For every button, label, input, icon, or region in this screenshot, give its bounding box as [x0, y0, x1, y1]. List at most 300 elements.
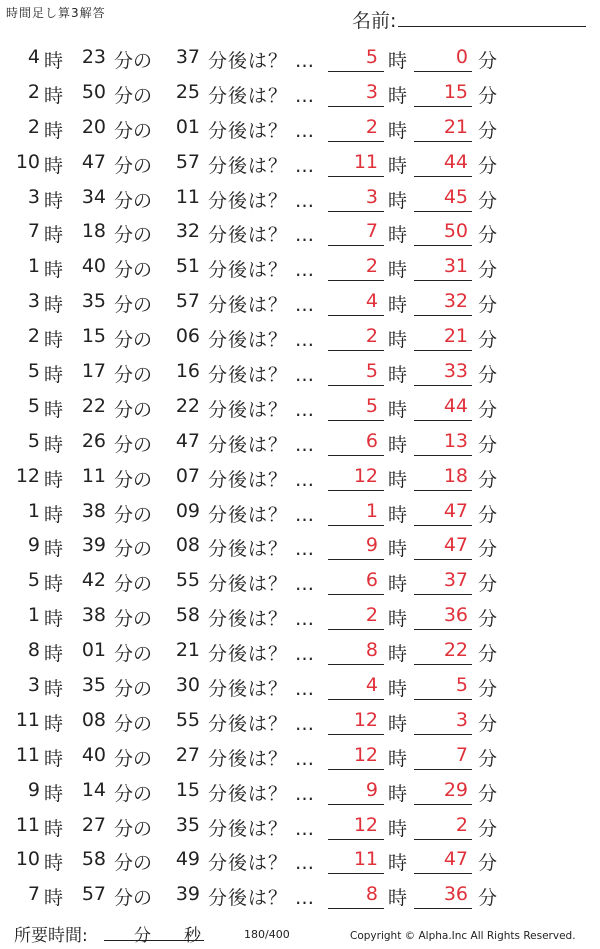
minute-of-label: 分の	[114, 817, 153, 840]
answer-minute-line	[414, 71, 472, 72]
minute-of-label: 分の	[114, 224, 153, 247]
answer-hour: 3	[365, 185, 378, 208]
answer-minute-line	[414, 455, 472, 456]
answer-hour-line	[328, 490, 384, 491]
answer-hour: 8	[365, 883, 378, 906]
start-minute: 50	[81, 80, 106, 103]
start-minute: 42	[81, 569, 106, 592]
answer-hour: 4	[365, 290, 378, 313]
answer-minute-line	[414, 490, 472, 491]
added-minutes: 39	[175, 883, 200, 906]
answer-hour: 4	[365, 674, 378, 697]
hour-label: 時	[44, 503, 64, 526]
start-hour: 5	[27, 429, 40, 452]
problem-row	[0, 806, 600, 841]
hour-label: 時	[44, 678, 64, 701]
hour-label: 時	[44, 433, 64, 456]
added-minutes: 47	[175, 429, 200, 452]
added-minutes: 27	[175, 743, 200, 766]
question-label: 分後は？ …	[208, 50, 316, 72]
question-label: 分後は？ …	[208, 678, 316, 701]
problem-row	[0, 840, 600, 875]
minute-of-label: 分の	[114, 608, 153, 631]
added-minutes: 51	[175, 255, 200, 278]
minute-label: 分	[478, 84, 498, 107]
minute-of-label: 分の	[114, 329, 153, 352]
answer-minute: 47	[443, 499, 468, 522]
start-hour: 5	[27, 569, 40, 592]
hour-label: 時	[388, 259, 408, 282]
worksheet-title: 時間足し算3解答	[6, 6, 106, 20]
hour-label: 時	[44, 608, 64, 631]
hour-label: 時	[44, 189, 64, 212]
start-minute: 22	[81, 394, 106, 417]
answer-hour-line	[328, 734, 384, 735]
added-minutes: 08	[175, 534, 200, 557]
start-hour: 5	[27, 394, 40, 417]
start-minute: 35	[81, 290, 106, 313]
answer-minute: 3	[455, 708, 468, 731]
start-hour: 2	[27, 115, 40, 138]
hour-label: 時	[44, 329, 64, 352]
question-label: 分後は？ …	[208, 503, 316, 526]
question-label: 分後は？ …	[208, 398, 316, 421]
start-minute: 40	[81, 743, 106, 766]
minute-label: 分	[478, 817, 498, 840]
hour-label: 時	[44, 84, 64, 107]
minute-of-label: 分の	[114, 852, 153, 875]
answer-minute: 47	[443, 848, 468, 871]
hour-label: 時	[44, 538, 64, 561]
question-label: 分後は？ …	[208, 84, 316, 107]
answer-minute: 15	[443, 80, 468, 103]
question-label: 分後は？ …	[208, 782, 316, 805]
hour-label: 時	[388, 119, 408, 142]
answer-minute-line	[414, 594, 472, 595]
minute-label: 分	[478, 433, 498, 456]
problem-row	[0, 38, 600, 73]
added-minutes: 15	[175, 778, 200, 801]
minute-label: 分	[478, 538, 498, 561]
hour-label: 時	[44, 364, 64, 387]
start-minute: 15	[81, 325, 106, 348]
hour-label: 時	[44, 643, 64, 666]
minute-of-label: 分の	[114, 189, 153, 212]
hour-label: 時	[388, 433, 408, 456]
answer-hour-line	[328, 455, 384, 456]
hour-label: 時	[44, 398, 64, 421]
hour-label: 時	[44, 468, 64, 491]
start-minute: 26	[81, 429, 106, 452]
problem-row	[0, 317, 600, 352]
hour-label: 時	[388, 573, 408, 596]
problem-row	[0, 875, 600, 910]
hour-label: 時	[44, 852, 64, 875]
hour-label: 時	[388, 712, 408, 735]
problem-row	[0, 457, 600, 492]
minute-label: 分	[478, 468, 498, 491]
added-minutes: 49	[175, 848, 200, 871]
answer-minute-line	[414, 839, 472, 840]
hour-label: 時	[44, 817, 64, 840]
minute-of-label: 分の	[114, 84, 153, 107]
hour-label: 時	[388, 224, 408, 247]
minute-label: 分	[478, 643, 498, 666]
minute-label: 分	[478, 573, 498, 596]
answer-hour-line	[328, 908, 384, 909]
answer-minute-line	[414, 106, 472, 107]
problem-row	[0, 422, 600, 457]
start-hour: 2	[27, 80, 40, 103]
added-minutes: 55	[175, 708, 200, 731]
hour-label: 時	[388, 852, 408, 875]
question-label: 分後は？ …	[208, 294, 316, 317]
answer-minute: 36	[443, 883, 468, 906]
answer-hour: 8	[365, 639, 378, 662]
start-minute: 20	[81, 115, 106, 138]
answer-minute: 21	[443, 325, 468, 348]
name-label: 名前:	[352, 10, 397, 32]
start-hour: 10	[15, 848, 40, 871]
question-label: 分後は？ …	[208, 643, 316, 666]
answer-minute-line	[414, 804, 472, 805]
hour-label: 時	[388, 50, 408, 72]
minute-label: 分	[478, 747, 498, 770]
question-label: 分後は？ …	[208, 608, 316, 631]
answer-hour-line	[328, 106, 384, 107]
answer-hour: 5	[365, 394, 378, 417]
start-hour: 11	[15, 743, 40, 766]
question-label: 分後は？ …	[208, 573, 316, 596]
start-hour: 2	[27, 325, 40, 348]
hour-label: 時	[388, 538, 408, 561]
answer-minute: 22	[443, 639, 468, 662]
question-label: 分後は？ …	[208, 747, 316, 770]
added-minutes: 55	[175, 569, 200, 592]
answer-hour-line	[328, 559, 384, 560]
added-minutes: 21	[175, 639, 200, 662]
question-label: 分後は？ …	[208, 259, 316, 282]
minute-label: 分	[478, 119, 498, 142]
answer-hour: 9	[365, 534, 378, 557]
problem-row	[0, 143, 600, 178]
hour-label: 時	[44, 887, 64, 910]
required-second-label: 秒	[184, 926, 201, 946]
answer-minute: 33	[443, 360, 468, 383]
answer-hour-line	[328, 839, 384, 840]
hour-label: 時	[388, 887, 408, 910]
start-minute: 34	[81, 185, 106, 208]
question-label: 分後は？ …	[208, 329, 316, 352]
start-minute: 38	[81, 604, 106, 627]
answer-hour-line	[328, 629, 384, 630]
problem-row	[0, 212, 600, 247]
added-minutes: 09	[175, 499, 200, 522]
problem-row	[0, 666, 600, 701]
start-hour: 1	[27, 499, 40, 522]
answer-hour-line	[328, 176, 384, 177]
problem-list	[0, 38, 600, 910]
minute-of-label: 分の	[114, 259, 153, 282]
answer-minute: 44	[443, 394, 468, 417]
start-minute: 57	[81, 883, 106, 906]
answer-minute-line	[414, 315, 472, 316]
problem-row	[0, 247, 600, 282]
hour-label: 時	[44, 747, 64, 770]
added-minutes: 32	[175, 220, 200, 243]
answer-minute-line	[414, 769, 472, 770]
answer-hour-line	[328, 245, 384, 246]
answer-minute: 18	[443, 464, 468, 487]
minute-of-label: 分の	[114, 119, 153, 142]
answer-hour: 2	[365, 115, 378, 138]
added-minutes: 01	[175, 115, 200, 138]
answer-hour: 1	[365, 499, 378, 522]
start-hour: 1	[27, 255, 40, 278]
answer-minute: 31	[443, 255, 468, 278]
question-label: 分後は？ …	[208, 887, 316, 910]
answer-hour-line	[328, 315, 384, 316]
required-minute-label: 分	[134, 926, 151, 946]
question-label: 分後は？ …	[208, 468, 316, 491]
question-label: 分後は？ …	[208, 189, 316, 212]
minute-label: 分	[478, 608, 498, 631]
problem-row	[0, 596, 600, 631]
minute-of-label: 分の	[114, 468, 153, 491]
start-minute: 58	[81, 848, 106, 871]
answer-minute-line	[414, 629, 472, 630]
problem-row	[0, 178, 600, 213]
answer-minute-line	[414, 385, 472, 386]
added-minutes: 57	[175, 290, 200, 313]
minute-label: 分	[478, 364, 498, 387]
answer-hour: 2	[365, 604, 378, 627]
answer-hour-line	[328, 525, 384, 526]
answer-minute: 50	[443, 220, 468, 243]
answer-minute: 0	[455, 46, 468, 68]
answer-minute-line	[414, 141, 472, 142]
start-hour: 3	[27, 185, 40, 208]
answer-minute-line	[414, 873, 472, 874]
hour-label: 時	[44, 782, 64, 805]
answer-hour-line	[328, 699, 384, 700]
start-hour: 9	[27, 534, 40, 557]
start-hour: 11	[15, 813, 40, 836]
hour-label: 時	[388, 189, 408, 212]
hour-label: 時	[388, 643, 408, 666]
answer-minute-line	[414, 420, 472, 421]
start-minute: 47	[81, 150, 106, 173]
added-minutes: 11	[175, 185, 200, 208]
answer-hour-line	[328, 71, 384, 72]
start-minute: 27	[81, 813, 106, 836]
question-label: 分後は？ …	[208, 538, 316, 561]
added-minutes: 57	[175, 150, 200, 173]
hour-label: 時	[388, 503, 408, 526]
minute-of-label: 分の	[114, 712, 153, 735]
answer-hour: 3	[365, 80, 378, 103]
start-minute: 18	[81, 220, 106, 243]
score: 180/400	[244, 928, 290, 941]
copyright: Copyright © Alpha.Inc All Rights Reserved.	[350, 930, 576, 942]
start-hour: 1	[27, 604, 40, 627]
problem-row	[0, 701, 600, 736]
hour-label: 時	[388, 329, 408, 352]
start-hour: 11	[15, 708, 40, 731]
answer-hour: 5	[365, 46, 378, 68]
answer-minute: 45	[443, 185, 468, 208]
answer-hour: 9	[365, 778, 378, 801]
hour-label: 時	[388, 608, 408, 631]
answer-minute-line	[414, 699, 472, 700]
answer-hour: 6	[365, 569, 378, 592]
answer-minute-line	[414, 280, 472, 281]
answer-hour: 7	[365, 220, 378, 243]
minute-of-label: 分の	[114, 398, 153, 421]
problem-row	[0, 387, 600, 422]
hour-label: 時	[44, 259, 64, 282]
problem-row	[0, 736, 600, 771]
start-hour: 12	[15, 464, 40, 487]
added-minutes: 58	[175, 604, 200, 627]
minute-label: 分	[478, 224, 498, 247]
problem-row	[0, 526, 600, 561]
start-hour: 10	[15, 150, 40, 173]
added-minutes: 37	[175, 46, 200, 68]
hour-label: 時	[388, 398, 408, 421]
answer-hour-line	[328, 664, 384, 665]
start-minute: 08	[81, 708, 106, 731]
question-label: 分後は？ …	[208, 154, 316, 177]
hour-label: 時	[388, 84, 408, 107]
answer-minute: 5	[455, 674, 468, 697]
start-hour: 3	[27, 674, 40, 697]
hour-label: 時	[388, 468, 408, 491]
answer-minute-line	[414, 245, 472, 246]
answer-minute: 2	[455, 813, 468, 836]
answer-hour: 11	[353, 150, 378, 173]
answer-hour-line	[328, 211, 384, 212]
answer-hour-line	[328, 769, 384, 770]
hour-label: 時	[388, 782, 408, 805]
added-minutes: 22	[175, 394, 200, 417]
minute-label: 分	[478, 294, 498, 317]
answer-minute: 21	[443, 115, 468, 138]
answer-minute-line	[414, 908, 472, 909]
added-minutes: 07	[175, 464, 200, 487]
minute-of-label: 分の	[114, 433, 153, 456]
required-time-label: 所要時間:	[14, 926, 88, 946]
answer-hour: 6	[365, 429, 378, 452]
minute-label: 分	[478, 329, 498, 352]
start-hour: 8	[27, 639, 40, 662]
answer-minute: 29	[443, 778, 468, 801]
start-hour: 9	[27, 778, 40, 801]
start-hour: 7	[27, 220, 40, 243]
hour-label: 時	[44, 712, 64, 735]
start-minute: 23	[81, 46, 106, 68]
start-minute: 38	[81, 499, 106, 522]
answer-minute: 36	[443, 604, 468, 627]
answer-minute-line	[414, 734, 472, 735]
minute-label: 分	[478, 259, 498, 282]
hour-label: 時	[44, 224, 64, 247]
answer-minute-line	[414, 664, 472, 665]
answer-hour-line	[328, 141, 384, 142]
hour-label: 時	[44, 119, 64, 142]
added-minutes: 16	[175, 360, 200, 383]
answer-minute: 7	[455, 743, 468, 766]
answer-minute-line	[414, 176, 472, 177]
hour-label: 時	[388, 154, 408, 177]
minute-of-label: 分の	[114, 50, 153, 72]
answer-hour-line	[328, 385, 384, 386]
answer-hour-line	[328, 420, 384, 421]
hour-label: 時	[388, 747, 408, 770]
start-minute: 17	[81, 360, 106, 383]
start-hour: 3	[27, 290, 40, 313]
minute-label: 分	[478, 852, 498, 875]
question-label: 分後は？ …	[208, 433, 316, 456]
answer-hour-line	[328, 804, 384, 805]
answer-minute-line	[414, 211, 472, 212]
start-minute: 40	[81, 255, 106, 278]
minute-of-label: 分の	[114, 294, 153, 317]
minute-label: 分	[478, 782, 498, 805]
start-minute: 14	[81, 778, 106, 801]
hour-label: 時	[44, 294, 64, 317]
answer-hour: 11	[353, 848, 378, 871]
hour-label: 時	[388, 294, 408, 317]
answer-hour: 12	[353, 464, 378, 487]
minute-label: 分	[478, 398, 498, 421]
question-label: 分後は？ …	[208, 712, 316, 735]
answer-hour: 12	[353, 708, 378, 731]
problem-row	[0, 108, 600, 143]
added-minutes: 06	[175, 325, 200, 348]
hour-label: 時	[44, 154, 64, 177]
answer-hour-line	[328, 280, 384, 281]
hour-label: 時	[388, 364, 408, 387]
question-label: 分後は？ …	[208, 817, 316, 840]
minute-label: 分	[478, 154, 498, 177]
problem-row	[0, 492, 600, 527]
minute-label: 分	[478, 887, 498, 910]
added-minutes: 30	[175, 674, 200, 697]
answer-minute: 32	[443, 290, 468, 313]
start-hour: 4	[27, 46, 40, 68]
minute-of-label: 分の	[114, 643, 153, 666]
answer-hour: 12	[353, 813, 378, 836]
problem-row	[0, 771, 600, 806]
question-label: 分後は？ …	[208, 364, 316, 387]
question-label: 分後は？ …	[208, 852, 316, 875]
answer-hour-line	[328, 594, 384, 595]
minute-label: 分	[478, 50, 498, 72]
minute-label: 分	[478, 712, 498, 735]
answer-minute-line	[414, 350, 472, 351]
minute-of-label: 分の	[114, 573, 153, 596]
answer-minute: 37	[443, 569, 468, 592]
hour-label: 時	[388, 678, 408, 701]
start-minute: 11	[81, 464, 106, 487]
start-hour: 7	[27, 883, 40, 906]
minute-of-label: 分の	[114, 364, 153, 387]
minute-of-label: 分の	[114, 678, 153, 701]
minute-of-label: 分の	[114, 154, 153, 177]
answer-minute: 47	[443, 534, 468, 557]
minute-of-label: 分の	[114, 503, 153, 526]
